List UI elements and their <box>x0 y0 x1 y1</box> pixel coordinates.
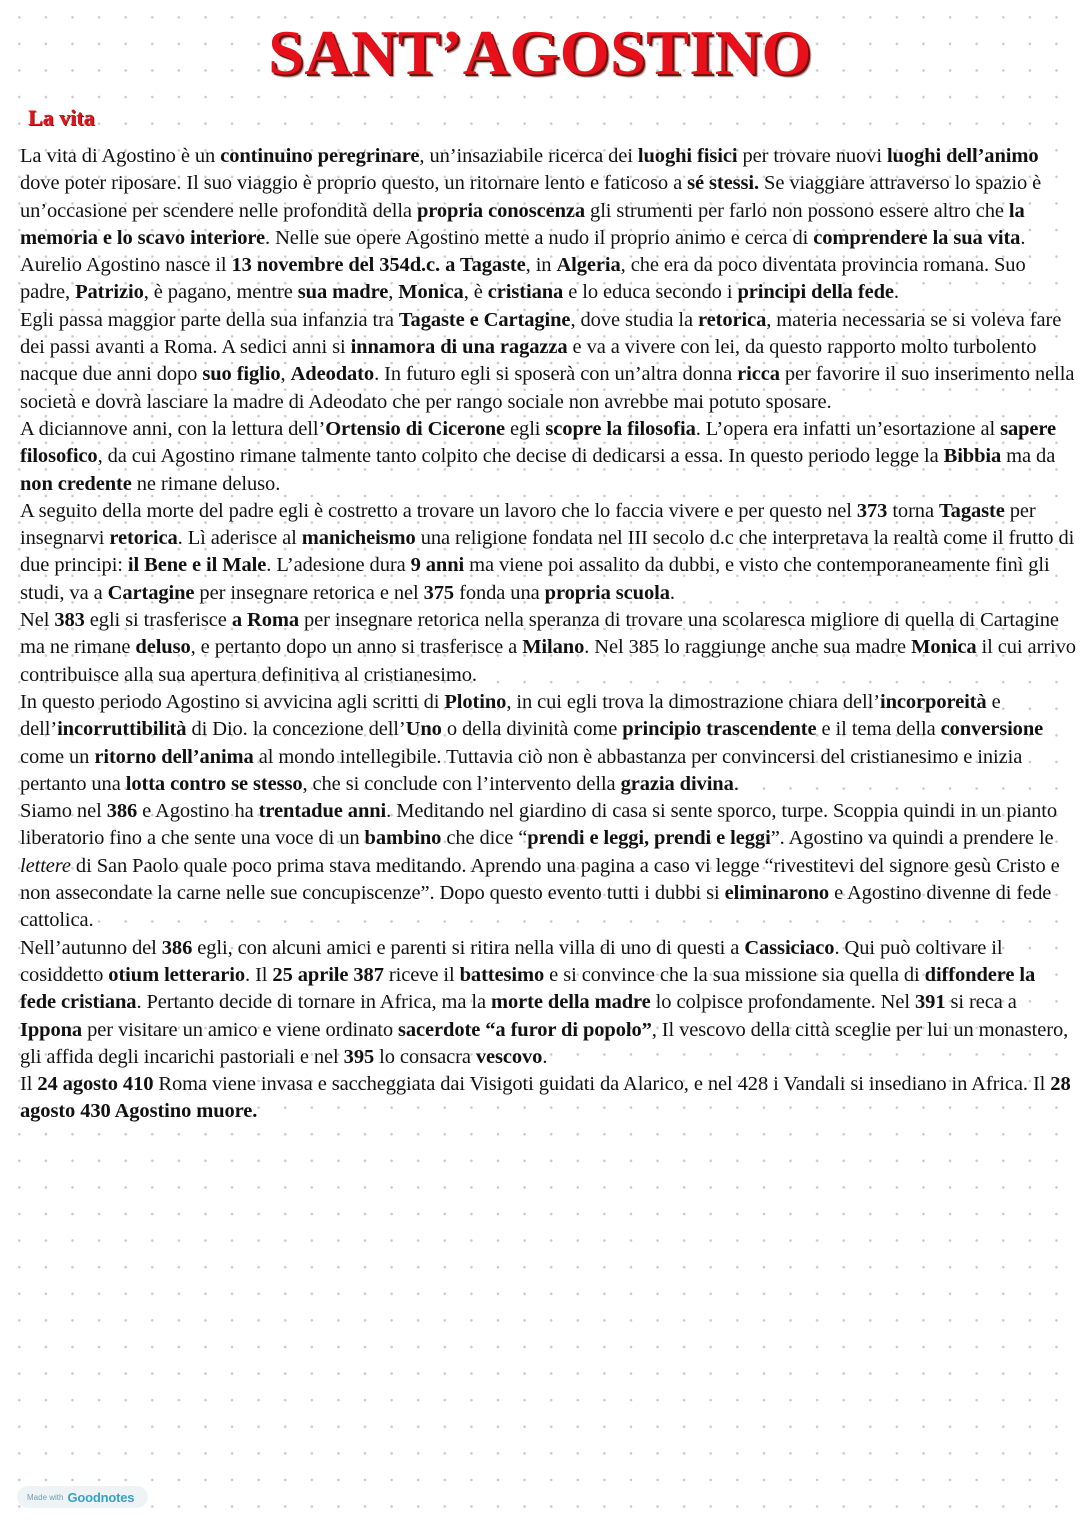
text-run: . Pertanto decide di tornare in Africa, ma la <box>136 991 492 1014</box>
bold-text: sua madre <box>297 281 389 304</box>
text-run: . <box>1020 226 1026 249</box>
bold-text: continuino peregrinare <box>220 145 420 167</box>
text-run: . Nel 385 lo raggiunge anche sua madre <box>584 636 912 659</box>
text-run: per trovare nuovi <box>737 145 887 167</box>
text-run: ma da <box>1001 445 1056 468</box>
text-run: . <box>733 772 739 795</box>
text-run: che dice “ <box>441 827 528 850</box>
text-run: , che si conclude con l’intervento della <box>302 772 621 795</box>
bold-text: principi della fede <box>737 281 894 304</box>
bold-text: principio trascendente <box>622 718 817 741</box>
text-run: . L’opera era infatti un’esortazione al <box>695 417 1001 440</box>
text-run: . <box>669 581 675 604</box>
text-run: per visitare un amico e viene ordinato <box>82 1018 399 1041</box>
text-run: e Agostino ha <box>137 800 259 823</box>
bold-text: otium letterario <box>108 963 246 986</box>
bold-text: suo figlio <box>202 363 281 386</box>
bold-text: sé stessi. <box>687 172 760 195</box>
goodnotes-logo: Goodnotes <box>67 1489 135 1505</box>
text-run: A seguito della morte del padre egli è costretto a trovare un lavoro che lo faccia vivere e per questo nel <box>20 499 857 522</box>
text-run: , un’insaziabile ricerca dei <box>419 145 638 167</box>
bold-text: sapere filosofico <box>20 417 1057 468</box>
text-run: , dove studia la <box>570 308 698 331</box>
text-run: . Qui può coltivare il cosiddetto <box>20 936 1003 986</box>
text-run: Il <box>20 1073 38 1096</box>
paragraph <box>20 689 1076 798</box>
text-run: fonda una <box>454 581 545 604</box>
text-run: per insegnare retorica nella speranza di trovare una scolaresca migliore di quella di Cartagine ma ne rimane <box>20 609 1059 659</box>
page-title: SANT’AGOSTINO <box>268 17 812 88</box>
bold-text: Milano <box>522 636 585 659</box>
bold-text: luoghi dell’animo <box>886 145 1039 167</box>
text-run: di Dio. la concezione dell’ <box>186 718 406 741</box>
bold-text: scopre la filosofia <box>545 417 696 440</box>
bold-text: 373 <box>856 499 888 522</box>
paragraph <box>20 798 1076 934</box>
bold-text: Monica <box>398 281 464 304</box>
bold-text: trentadue anni <box>258 800 387 823</box>
bold-text: Plotino <box>444 690 507 713</box>
text-run: , è <box>463 281 488 304</box>
text-run: lo colpisce profondamente. Nel <box>650 991 916 1014</box>
badge-made-with-label: Made with <box>27 1492 64 1502</box>
text-run: di San Paolo quale poco prima stava meditando. Aprendo una pagina a caso vi legge “rivestitevi del signore gesù Cristo e non assecondate la carne nelle sue concupiscenze”. Dopo questo evento tutti i dubbi si <box>20 854 1060 905</box>
made-with-goodnotes-badge[interactable] <box>17 1486 148 1508</box>
text-run: , in cui egli trova la dimostrazione chiara dell’ <box>506 690 880 713</box>
text-run: , in <box>525 254 557 277</box>
bold-text: 9 anni <box>410 554 465 577</box>
bold-text: a Roma <box>231 609 299 632</box>
bold-text: incorruttibilità <box>57 718 187 741</box>
bold-text: 386 <box>161 936 193 959</box>
text-run: , da cui Agostino rimane talmente tanto colpito che decise di dedicarsi a essa. In questo periodo legge la <box>97 445 944 468</box>
text-run: Egli passa maggior parte della sua infanzia tra <box>20 308 399 331</box>
text-run: e il tema della <box>816 718 941 741</box>
bold-text: Adeodato <box>290 363 375 386</box>
text-run: torna <box>887 499 939 522</box>
text-run: dove poter riposare. Il suo viaggio è proprio questo, un ritornare lento e faticoso a <box>20 172 688 195</box>
bold-text: 395 <box>343 1045 375 1068</box>
bold-text: prendi e leggi, prendi e leggi <box>527 827 771 850</box>
text-run: , Il vescovo della città sceglie per lui un monastero, gli affida degli incarichi pastoriali e nel <box>20 1018 1069 1068</box>
paragraph <box>20 307 1076 416</box>
bold-text: non credente <box>20 472 132 495</box>
bold-text: il Bene e il Male <box>127 554 267 577</box>
bold-text: 25 aprile 387 <box>272 963 384 986</box>
bold-text: Tagaste <box>938 499 1005 522</box>
bold-text: 383 <box>54 609 85 632</box>
text-run: al mondo intellegibile. Tuttavia ciò non è abbastanza per convincersi del cristianesimo e inizia pertanto una <box>20 745 1023 795</box>
bold-text: 391 <box>915 991 946 1014</box>
paragraph <box>20 143 1076 252</box>
bold-text: Algeria <box>556 254 621 277</box>
text-run: Nel <box>20 609 55 632</box>
text-run: , <box>388 281 399 304</box>
text-run: A diciannove anni, con la lettura dell’ <box>20 417 326 440</box>
text-run: egli si trasferisce <box>84 609 232 632</box>
text-run: . <box>893 281 899 304</box>
text-run: . In futuro egli si sposerà con un’altra donna <box>374 363 738 386</box>
text-run: Se viaggiare attraverso lo spazio è un’occasione per scendere nelle profondità della <box>20 172 1042 222</box>
bold-text: Patrizio <box>75 281 144 304</box>
bold-text: ritorno dell’anima <box>94 745 254 768</box>
bold-text: propria conoscenza <box>416 199 586 222</box>
bold-text: retorica <box>109 527 178 550</box>
bold-text: battesimo <box>459 963 545 986</box>
text-run: o della divinità come <box>441 718 623 741</box>
bold-text: innamora di una ragazza <box>350 336 568 359</box>
paragraph <box>20 1071 1076 1126</box>
italic-text: lettere <box>20 854 71 877</box>
text-run: , è pagano, mentre <box>143 281 298 304</box>
text-run: ma viene poi assalito da dubbi, e visto che contemporaneamente finì gli studi, va a <box>20 554 1050 604</box>
text-run: , che era da poco diventata provincia romana. Suo padre, <box>20 254 1026 304</box>
bold-text: grazia divina <box>620 772 734 795</box>
text-run: lo consacra <box>374 1045 476 1068</box>
bold-text: Ortensio di Cicerone <box>325 417 506 440</box>
text-run: Aurelio Agostino nasce il <box>20 254 232 277</box>
bold-text: ricca <box>737 363 780 386</box>
bold-text: la memoria e lo scavo interiore <box>20 199 1025 249</box>
bold-text: propria scuola <box>544 581 670 604</box>
text-run: egli <box>505 417 546 440</box>
text-run: . Il <box>245 963 273 986</box>
bold-text: vescovo <box>475 1045 543 1068</box>
bold-text: cristiana <box>487 281 564 304</box>
text-run: ne rimane deluso. <box>131 472 281 495</box>
text-run: Roma viene invasa e saccheggiata dai Visigoti guidati da Alarico, e nel 428 i Vandali si insediano in Africa. Il <box>153 1073 1051 1096</box>
bold-text: luoghi fisici <box>637 145 738 167</box>
paragraph <box>20 498 1076 607</box>
section-title: La vita <box>28 105 95 130</box>
bold-text: sacerdote “a furor di popolo” <box>398 1018 652 1041</box>
text-run: e va a vivere con lei, da questo rapporto molto turbolento nacque due anni dopo <box>20 336 1037 386</box>
bold-text: eliminarono <box>724 882 830 905</box>
text-run: . L’adesione dura <box>266 554 411 577</box>
text-run: una religione fondata nel III secolo d.c che interpretava la realtà come il frutto di due principi: <box>20 527 1075 577</box>
bold-text: Tagaste e Cartagine <box>398 308 571 331</box>
bold-text: 13 novembre del 354d.c. a Tagaste <box>231 254 526 277</box>
paragraph <box>20 607 1076 689</box>
text-run: La vita di Agostino è un <box>20 145 221 167</box>
bold-text: Bibbia <box>943 445 1002 468</box>
bold-text: Ippona <box>20 1018 83 1041</box>
bold-text: lotta contro se stesso <box>125 772 303 795</box>
text-run: e si convince che la sua missione sia quella di <box>544 963 925 986</box>
bold-text: comprendere la sua vita <box>813 226 1021 249</box>
bold-text: Monica <box>911 636 977 659</box>
text-run: per insegnare retorica e nel <box>194 581 424 604</box>
paragraph <box>20 935 1076 1071</box>
text-run: Siamo nel <box>20 800 107 823</box>
text-run: come un <box>20 745 95 768</box>
text-run: Nell’autunno del <box>20 936 162 959</box>
text-run: e lo educa secondo i <box>563 281 738 304</box>
bold-text: bambino <box>364 827 442 850</box>
paragraph <box>20 416 1076 498</box>
bold-text: retorica <box>697 308 767 331</box>
bold-text: Uno <box>405 718 442 741</box>
bold-text: incorporeità <box>879 690 987 713</box>
text-run: , e pertanto dopo un anno si trasferisce a <box>190 636 523 659</box>
text-run: ”. Agostino va quindi a prendere le <box>770 827 1054 850</box>
text-run: il cui arrivo contribuisce alla sua apertura definitiva al cristianesimo. <box>20 636 1076 686</box>
text-run: , <box>280 363 291 386</box>
text-run: si reca a <box>945 991 1017 1014</box>
document-body <box>20 143 1076 1126</box>
text-run: , materia necessaria se si voleva fare dei passi avanti a Roma. A sedici anni si <box>20 308 1062 359</box>
text-run: riceve il <box>383 963 460 986</box>
text-run: egli, con alcuni amici e parenti si ritira nella villa di uno di questi a <box>192 936 745 959</box>
bold-text: 375 <box>423 581 455 604</box>
bold-text: morte della madre <box>491 991 651 1014</box>
text-run: gli strumenti per farlo non possono essere altro che <box>585 199 1009 222</box>
text-run: per insegnarvi <box>20 499 1036 550</box>
bold-text: 28 agosto 430 Agostino muore. <box>20 1073 1071 1123</box>
paragraph <box>20 252 1076 307</box>
text-run: . Nelle sue opere Agostino mette a nudo il proprio animo e cerca di <box>265 226 814 249</box>
text-run: . <box>542 1045 548 1068</box>
text-run: e dell’ <box>20 690 1001 741</box>
bold-text: 24 agosto 410 <box>37 1073 154 1096</box>
bold-text: Cartagine <box>107 581 195 604</box>
text-run: . Lì aderisce al <box>177 527 302 550</box>
bold-text: manicheismo <box>301 527 416 550</box>
bold-text: conversione <box>940 718 1044 741</box>
text-run: per favorire il suo inserimento nella società e dovrà lasciare la madre di Adeodato che per rango sociale non avrebbe mai potuto sposare. <box>20 363 1075 413</box>
bold-text: diffondere la fede cristiana <box>20 963 1036 1014</box>
text-run: e Agostino divenne di fede cattolica. <box>20 882 1052 932</box>
bold-text: 386 <box>106 800 138 823</box>
bold-text: deluso <box>135 636 191 659</box>
text-run: . Meditando nel giardino di casa si sente sporco, turpe. Scoppia quindi in un pianto liberatorio fino a che sente una voce di un <box>20 800 1057 850</box>
bold-text: Cassiciaco <box>744 936 835 959</box>
text-run: In questo periodo Agostino si avvicina agli scritti di <box>20 690 445 713</box>
